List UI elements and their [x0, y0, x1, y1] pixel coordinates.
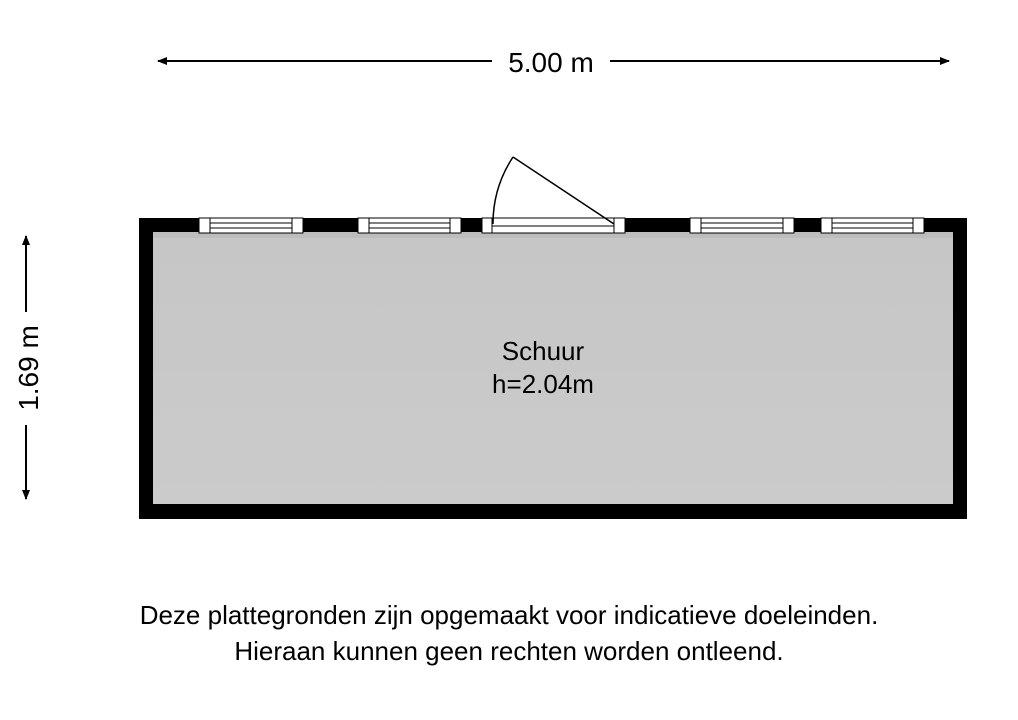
room-floor — [153, 232, 953, 504]
door-swing-arc — [493, 157, 513, 224]
width-dimension — [158, 47, 949, 78]
width-dimension-label: 5.00 m — [508, 47, 594, 78]
disclaimer-line-2: Hieraan kunnen geen rechten worden ontleend. — [234, 636, 784, 666]
window-3 — [690, 218, 794, 233]
door-frame-left — [482, 218, 492, 233]
room-height: h=2.04m — [492, 369, 594, 399]
window-4 — [821, 218, 924, 233]
door — [482, 157, 625, 233]
disclaimer — [0, 597, 1018, 669]
height-dimension-label: 1.69 m — [13, 325, 44, 411]
height-dimension — [13, 236, 44, 499]
room-name: Schuur — [501, 336, 585, 366]
door-leaf — [513, 157, 614, 224]
disclaimer-line-1: Deze plattegronden zijn opgemaakt voor indicatieve doeleinden. — [139, 600, 879, 630]
window-1 — [199, 218, 303, 233]
door-frame-right — [614, 218, 625, 233]
window-2 — [358, 218, 461, 233]
